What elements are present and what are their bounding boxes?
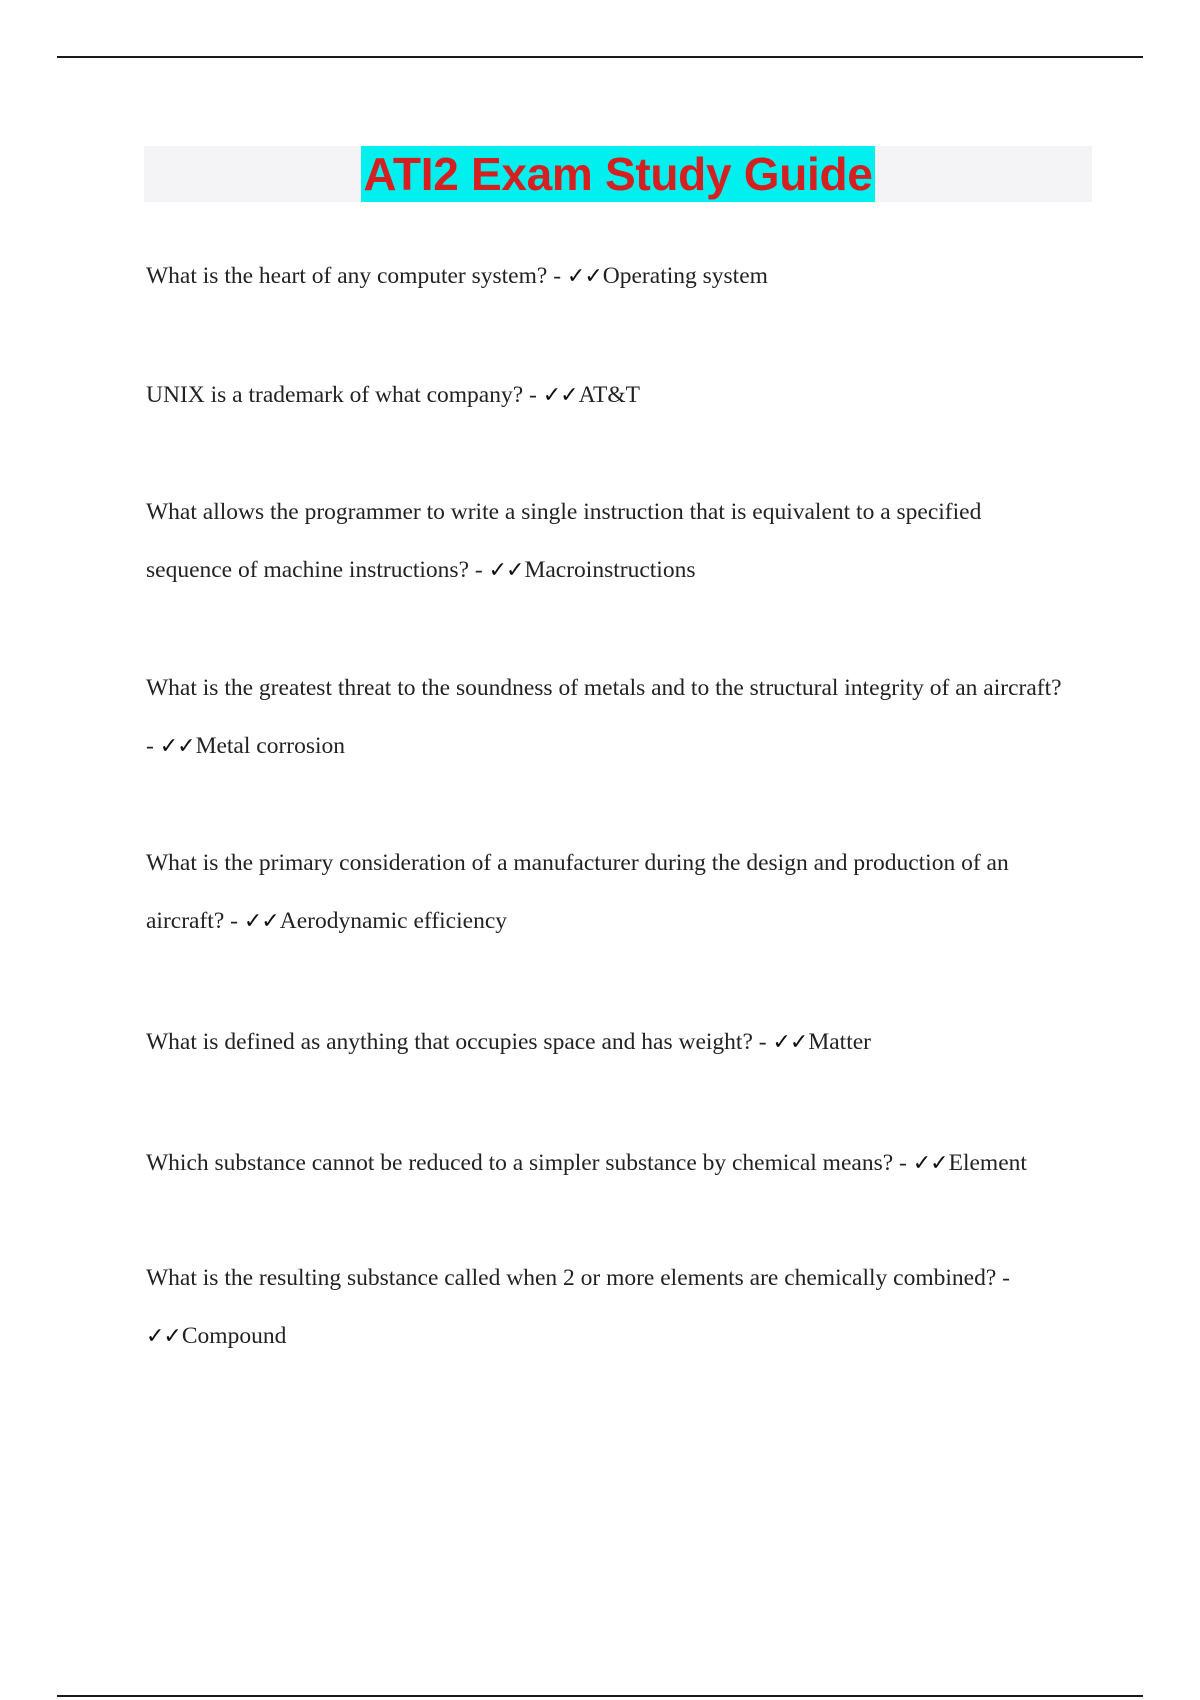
double-check-icon: ✓✓ (772, 1030, 808, 1055)
question-text: aircraft? - (146, 908, 244, 934)
question-text: What is the heart of any computer system? - (146, 263, 567, 289)
qa-line (146, 659, 1096, 717)
qa-line (146, 247, 1096, 305)
question-text: - (146, 733, 160, 759)
title-band (144, 146, 1092, 202)
qa-item-4 (146, 659, 1096, 775)
answer-text: Macroinstructions (524, 557, 696, 583)
qa-line (146, 892, 1096, 950)
question-text: What allows the programmer to write a single instruction that is equivalent to a specified (146, 499, 982, 525)
qa-item-3 (146, 483, 1096, 599)
question-text: What is the resulting substance called when 2 or more elements are chemically combined? - (146, 1265, 1010, 1291)
question-text: What is defined as anything that occupies space and has weight? - (146, 1029, 773, 1055)
qa-line (146, 1134, 1096, 1192)
qa-item-1 (146, 247, 1096, 305)
double-check-icon: ✓✓ (542, 383, 578, 408)
answer-text: Operating system (602, 263, 768, 289)
bottom-rule (57, 1695, 1143, 1697)
qa-item-6 (146, 1013, 1096, 1071)
qa-item-2 (146, 366, 1096, 424)
double-check-icon: ✓✓ (146, 1324, 181, 1349)
qa-line (146, 717, 1096, 775)
qa-line (146, 1307, 1096, 1365)
qa-line (146, 541, 1096, 599)
answer-text: Compound (181, 1323, 287, 1349)
double-check-icon: ✓✓ (243, 909, 279, 934)
double-check-icon: ✓✓ (566, 264, 602, 289)
answer-text: Metal corrosion (195, 733, 346, 759)
qa-item-5 (146, 834, 1096, 950)
answer-text: AT&T (578, 382, 640, 408)
qa-item-7 (146, 1134, 1096, 1192)
double-check-icon: ✓✓ (159, 734, 195, 759)
qa-item-8 (146, 1249, 1096, 1365)
page-title: ATI2 Exam Study Guide (363, 148, 873, 200)
question-text: What is the primary consideration of a manufacturer during the design and production of an (146, 850, 1009, 876)
qa-line (146, 366, 1096, 424)
double-check-icon: ✓✓ (488, 558, 524, 583)
top-rule (57, 56, 1143, 58)
answer-text: Matter (808, 1029, 871, 1055)
qa-line (146, 834, 1096, 892)
qa-line (146, 1013, 1096, 1071)
qa-line (146, 1249, 1096, 1307)
answer-text: Element (948, 1150, 1027, 1176)
question-text: Which substance cannot be reduced to a simpler substance by chemical means? - (146, 1150, 913, 1176)
question-text: What is the greatest threat to the soundness of metals and to the structural integrity of an aircraft? (146, 675, 1062, 701)
question-text: sequence of machine instructions? - (146, 557, 489, 583)
answer-text: Aerodynamic efficiency (279, 908, 507, 934)
qa-line (146, 483, 1096, 541)
double-check-icon: ✓✓ (912, 1151, 948, 1176)
question-text: UNIX is a trademark of what company? - (146, 382, 543, 408)
